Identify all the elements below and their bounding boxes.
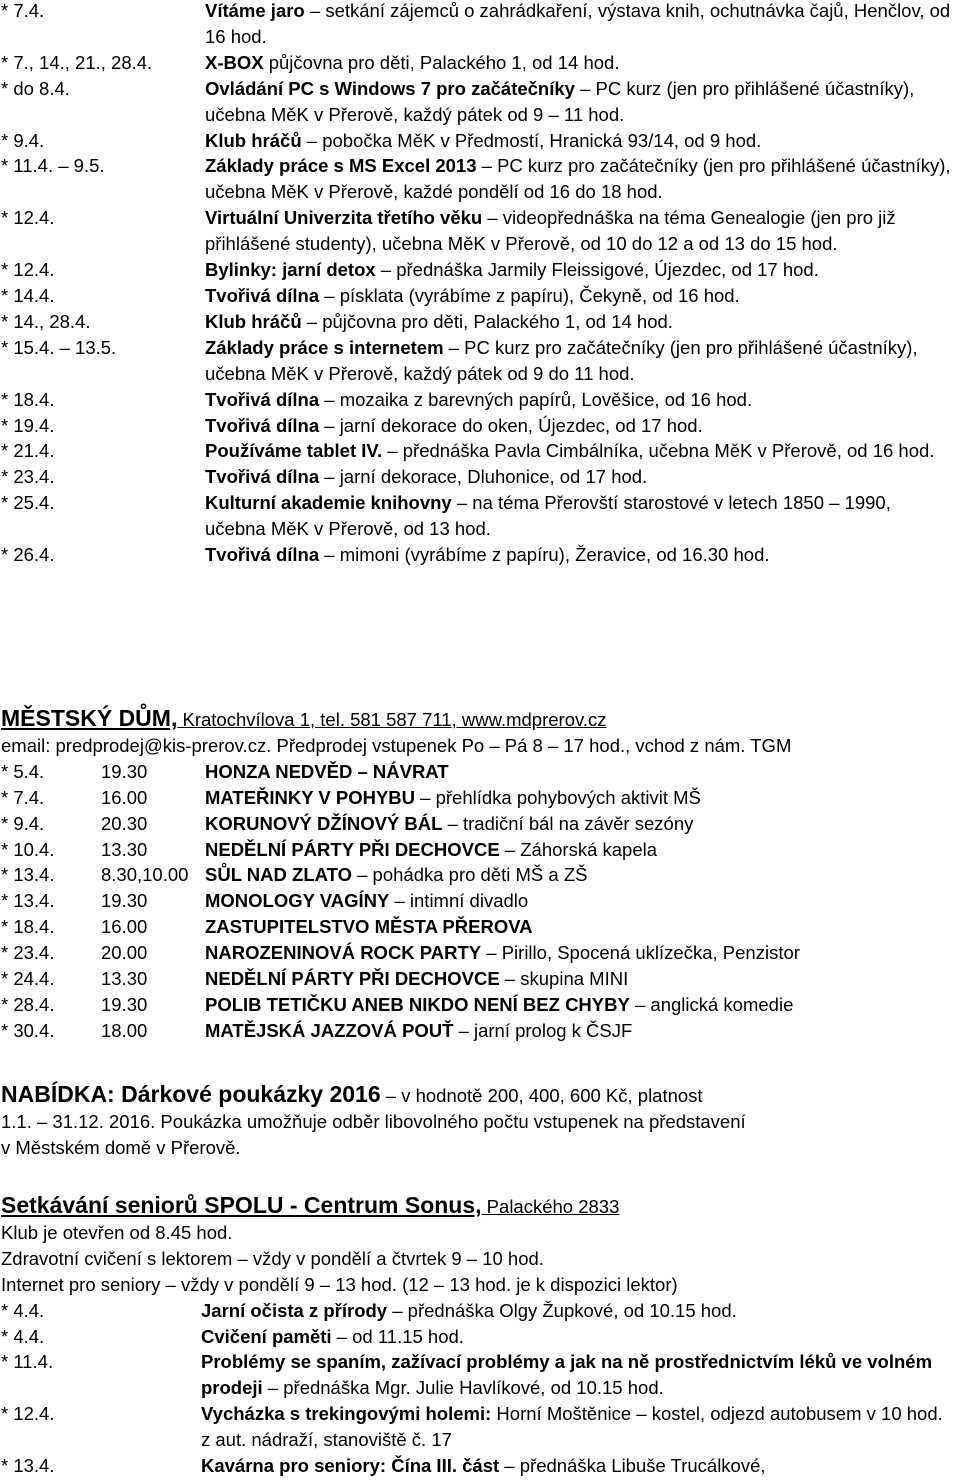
event-time: 20.00 <box>101 942 148 964</box>
mestsky-dum-event-row <box>1 1018 960 1044</box>
spolu-event-row <box>1 1453 960 1479</box>
event-text <box>205 464 960 490</box>
event-date: * 4.4. <box>1 1325 45 1347</box>
event-text <box>205 153 960 205</box>
event-description: Horní Moštěnice – kostel, odjezd autobusem v 10 hod. z aut. nádraží, stanoviště č. 17 <box>201 1403 943 1451</box>
event-description: – PC kurz pro začátečníky (jen pro přihlášené účastníky), učebna MěK v Přerově, každý pátek od 9 do 11 hod. <box>205 336 918 384</box>
event-description: – Pirillo, Spocená uklízečka, Penzistor <box>481 942 800 964</box>
library-event-row <box>1 413 960 439</box>
event-date: * 30.4. <box>1 1019 55 1041</box>
event-description: – Záhorská kapela <box>499 838 658 860</box>
event-date: * 11.4. <box>1 1351 54 1373</box>
event-title: Klub hráčů <box>205 310 302 332</box>
event-text <box>205 0 960 50</box>
event-date: * 12.4. <box>1 207 55 229</box>
event-text <box>205 1018 960 1044</box>
event-text <box>205 413 960 439</box>
event-text <box>201 1453 960 1479</box>
event-title: Kavárna pro seniory: Čína III. část <box>201 1455 500 1477</box>
event-description: – jarní dekorace do oken, Újezdec, od 17 hod. <box>319 414 703 436</box>
library-event-row <box>1 438 960 464</box>
nabidka-line1-rest: – v hodnotě 200, 400, 600 Kč, platnost <box>380 1085 703 1106</box>
event-date: * 7.4. <box>1 786 45 808</box>
event-date: * 25.4. <box>1 492 55 514</box>
event-text <box>205 862 960 888</box>
event-title: Tvořivá dílna <box>205 388 320 410</box>
event-date: * 19.4. <box>1 414 55 436</box>
event-title: NAROZENINOVÁ ROCK PARTY <box>205 942 482 964</box>
nabidka-heading: NABÍDKA: Dárkové poukázky 2016 <box>1 1081 381 1107</box>
library-events <box>1 0 960 568</box>
library-event-row <box>1 153 960 205</box>
event-description: – PC kurz (jen pro přihlášené účastníky), učebna MěK v Přerově, každý pátek od 9 – 11 hod. <box>205 77 915 125</box>
event-text <box>205 309 960 335</box>
event-title: Jarní očista z přírody <box>201 1299 388 1321</box>
event-title: Vítáme jaro <box>205 0 305 21</box>
event-title: MATEŘINKY V POHYBU <box>205 786 416 808</box>
event-text <box>205 888 960 914</box>
spolu-event-row <box>1 1349 960 1401</box>
event-title: Virtuální Univerzita třetího věku <box>205 207 483 229</box>
event-date: * do 8.4. <box>1 77 70 99</box>
event-time: 13.30 <box>101 968 148 990</box>
event-text <box>205 837 960 863</box>
spolu-section <box>1 1193 960 1479</box>
event-text <box>205 759 960 785</box>
event-text <box>205 335 960 387</box>
event-date: * 24.4. <box>1 968 55 990</box>
event-description: – videopřednáška na téma Genealogie (jen pro již přihlášené studenty), učebna MěK v Přerově, od 10 do 12 a od 13 do 15 hod. <box>205 207 896 255</box>
library-event-row <box>1 387 960 413</box>
event-date: * 15.4. – 13.5. <box>1 336 117 358</box>
event-description: – intimní divadlo <box>389 890 529 912</box>
event-description: – přednáška Libuše Trucálkové, <box>499 1455 766 1477</box>
mestsky-dum-heading: MĚSTSKÝ DŮM, <box>1 705 178 731</box>
event-date: * 10.4. <box>1 838 55 860</box>
event-title: Vycházka s trekingovými holemi: <box>201 1403 492 1425</box>
event-description: – skupina MINI <box>499 968 629 990</box>
mestsky-dum-event-row <box>1 862 960 888</box>
event-title: HONZA NEDVĚD – NÁVRAT <box>205 760 449 782</box>
event-time: 8.30,10.00 <box>101 864 189 886</box>
mestsky-dum-event-row <box>1 837 960 863</box>
event-title: SŮL NAD ZLATO <box>205 864 352 886</box>
library-event-row <box>1 464 960 490</box>
spolu-address: Palackého 2833 <box>481 1196 620 1217</box>
event-date: * 11.4. – 9.5. <box>1 155 105 177</box>
event-text <box>205 205 960 257</box>
event-title: Používáme tablet IV. <box>205 440 383 462</box>
event-title: Tvořivá dílna <box>205 284 320 306</box>
event-date: * 18.4. <box>1 388 55 410</box>
event-title: Tvořivá dílna <box>205 544 320 566</box>
event-description: – mozaika z barevných papírů, Lověšice, od 16 hod. <box>319 388 753 410</box>
event-date: * 14., 28.4. <box>1 310 91 332</box>
spolu-info-line: Zdravotní cvičení s lektorem – vždy v pondělí a čtvrtek 9 – 10 hod. <box>1 1247 544 1269</box>
event-date: * 12.4. <box>1 1403 55 1425</box>
event-title: Cvičení paměti <box>201 1325 332 1347</box>
event-text <box>201 1298 960 1324</box>
event-title: MONOLOGY VAGÍNY <box>205 890 390 912</box>
event-date: * 21.4. <box>1 440 55 462</box>
event-title: POLIB TETIČKU ANEB NIKDO NENÍ BEZ CHYBY <box>205 993 630 1015</box>
mestsky-dum-event-row <box>1 785 960 811</box>
library-event-row <box>1 283 960 309</box>
event-title: KORUNOVÝ DŽÍNOVÝ BÁL <box>205 812 443 834</box>
event-text <box>205 128 960 154</box>
event-text <box>205 257 960 283</box>
event-date: * 9.4. <box>1 812 45 834</box>
event-text <box>205 940 960 966</box>
event-time: 20.30 <box>101 812 148 834</box>
event-time: 16.00 <box>101 786 148 808</box>
mestsky-dum-event-row <box>1 759 960 785</box>
event-description: – písklata (vyrábíme z papíru), Čekyně, od 16 hod. <box>319 284 740 306</box>
event-description: – od 11.15 hod. <box>331 1325 464 1347</box>
event-time: 13.30 <box>101 838 148 860</box>
event-date: * 7.4. <box>1 0 45 21</box>
event-text <box>201 1349 960 1401</box>
event-text <box>205 542 960 568</box>
mestsky-dum-event-row <box>1 966 960 992</box>
event-text <box>205 811 960 837</box>
event-description: – mimoni (vyrábíme z papíru), Žeravice, od 16.30 hod. <box>319 544 770 566</box>
event-description: – jarní dekorace, Dluhonice, od 17 hod. <box>319 466 648 488</box>
event-date: * 7., 14., 21., 28.4. <box>1 51 153 73</box>
spolu-event-row <box>1 1298 960 1324</box>
event-text <box>205 490 960 542</box>
event-description: – tradiční bál na závěr sezóny <box>442 812 694 834</box>
event-time: 19.30 <box>101 993 148 1015</box>
event-text <box>205 966 960 992</box>
mestsky-dum-event-row <box>1 940 960 966</box>
event-description: – půjčovna pro děti, Palackého 1, od 14 hod. <box>301 310 673 332</box>
event-description: – přednáška Olgy Župkové, od 10.15 hod. <box>387 1299 737 1321</box>
event-time: 19.30 <box>101 890 148 912</box>
event-title: Tvořivá dílna <box>205 414 320 436</box>
event-date: * 12.4. <box>1 259 55 281</box>
mestsky-dum-event-row <box>1 914 960 940</box>
event-description: – přednáška Mgr. Julie Havlíkové, od 10.15 hod. <box>262 1377 664 1399</box>
event-title: Kulturní akademie knihovny <box>205 492 452 514</box>
event-date: * 13.4. <box>1 864 55 886</box>
spolu-header <box>1 1193 960 1220</box>
event-text <box>205 50 960 76</box>
event-text <box>201 1401 960 1453</box>
spolu-event-row <box>1 1401 960 1453</box>
event-description: – PC kurz pro začátečníky (jen pro přihlášené účastníky), učebna MěK v Přerově, každé pondělí od 16 do 18 hod. <box>205 155 951 203</box>
event-date: * 14.4. <box>1 284 55 306</box>
library-event-row <box>1 128 960 154</box>
event-description: půjčovna pro děti, Palackého 1, od 14 hod. <box>263 51 620 73</box>
event-title: Bylinky: jarní detox <box>205 259 376 281</box>
spolu-event-row <box>1 1324 960 1350</box>
nabidka-line-1 <box>1 1082 960 1109</box>
spolu-heading: Setkávání seniorů SPOLU - Centrum Sonus, <box>1 1192 482 1218</box>
event-title: Tvořivá dílna <box>205 466 320 488</box>
event-time: 19.30 <box>101 760 148 782</box>
event-text <box>201 1324 960 1350</box>
event-text <box>205 992 960 1018</box>
library-event-row <box>1 309 960 335</box>
event-title: NEDĚLNÍ PÁRTY PŘI DECHOVCE <box>205 968 500 990</box>
mestsky-dum-header <box>1 706 960 733</box>
library-event-row <box>1 205 960 257</box>
library-event-row <box>1 542 960 568</box>
mestsky-dum-email-line: email: predprodej@kis-prerov.cz. Předprodej vstupenek Po – Pá 8 – 17 hod., vchod z nám. TGM <box>1 734 792 756</box>
event-date: * 18.4. <box>1 916 55 938</box>
mestsky-dum-section <box>1 706 960 1044</box>
event-title: Problémy se spaním, zažívací problémy a jak na ně prostřednictvím léků ve volném prodeji <box>201 1351 933 1399</box>
spolu-info-line: Internet pro seniory – vždy v pondělí 9 – 13 hod. (12 – 13 hod. je k dispozici lektor) <box>1 1273 678 1295</box>
nabidka-line-3: v Městském domě v Přerově. <box>1 1136 241 1158</box>
library-event-row <box>1 50 960 76</box>
event-description: – přehlídka pohybových aktivit MŠ <box>415 786 701 808</box>
event-description: – jarní prolog k ČSJF <box>453 1019 633 1041</box>
mestsky-dum-event-row <box>1 992 960 1018</box>
library-event-row <box>1 335 960 387</box>
mestsky-dum-event-row <box>1 888 960 914</box>
event-date: * 4.4. <box>1 1299 45 1321</box>
library-event-row <box>1 0 960 50</box>
event-title: Základy práce s MS Excel 2013 <box>205 155 477 177</box>
event-date: * 23.4. <box>1 466 55 488</box>
event-date: * 9.4. <box>1 129 45 151</box>
event-date: * 13.4. <box>1 1455 55 1477</box>
library-event-row <box>1 257 960 283</box>
event-time: 18.00 <box>101 1019 148 1041</box>
event-date: * 5.4. <box>1 760 45 782</box>
spolu-info-line: Klub je otevřen od 8.45 hod. <box>1 1221 233 1243</box>
library-event-row <box>1 490 960 542</box>
event-date: * 28.4. <box>1 993 55 1015</box>
spolu-events <box>1 1298 960 1479</box>
event-description: – pobočka MěK v Předmostí, Hranická 93/14, od 9 hod. <box>301 129 762 151</box>
mestsky-dum-event-row <box>1 811 960 837</box>
event-text <box>205 914 960 940</box>
mestsky-dum-address: Kratochvílova 1, tel. 581 587 711, <box>177 709 462 730</box>
event-date: * 26.4. <box>1 544 55 566</box>
event-time: 16.00 <box>101 916 148 938</box>
event-title: ZASTUPITELSTVO MĚSTA PŘEROVA <box>205 916 533 938</box>
event-description: – setkání zájemců o zahrádkaření, výstava knih, ochutnávka čajů, Henčlov, od 16 hod. <box>205 0 951 47</box>
event-title: X-BOX <box>205 51 264 73</box>
event-title: Ovládání PC s Windows 7 pro začátečníky <box>205 77 575 99</box>
mestsky-dum-web-link[interactable]: www.mdprerov.cz <box>461 709 607 730</box>
event-description: – pohádka pro děti MŠ a ZŠ <box>351 864 588 886</box>
event-text <box>205 785 960 811</box>
event-title: MATĚJSKÁ JAZZOVÁ POUŤ <box>205 1019 454 1041</box>
event-text <box>205 76 960 128</box>
event-title: Základy práce s internetem <box>205 336 444 358</box>
event-description: – anglická komedie <box>629 993 794 1015</box>
event-text <box>205 387 960 413</box>
event-date: * 23.4. <box>1 942 55 964</box>
event-title: Klub hráčů <box>205 129 302 151</box>
mestsky-dum-events <box>1 759 960 1044</box>
event-text <box>205 283 960 309</box>
event-description: – na téma Přerovští starostové v letech 1850 – 1990, učebna MěK v Přerově, od 13 hod. <box>205 492 891 540</box>
event-text <box>205 438 960 464</box>
event-date: * 13.4. <box>1 890 55 912</box>
library-event-row <box>1 76 960 128</box>
event-description: – přednáška Pavla Cimbálníka, učebna MěK v Přerově, od 16 hod. <box>382 440 935 462</box>
nabidka-line-2: 1.1. – 31.12. 2016. Poukázka umožňuje odběr libovolného počtu vstupenek na představení <box>1 1110 746 1132</box>
event-title: NEDĚLNÍ PÁRTY PŘI DECHOVCE <box>205 838 500 860</box>
nabidka-section <box>1 1082 960 1161</box>
event-description: – přednáška Jarmily Fleissigové, Újezdec, od 17 hod. <box>375 259 819 281</box>
